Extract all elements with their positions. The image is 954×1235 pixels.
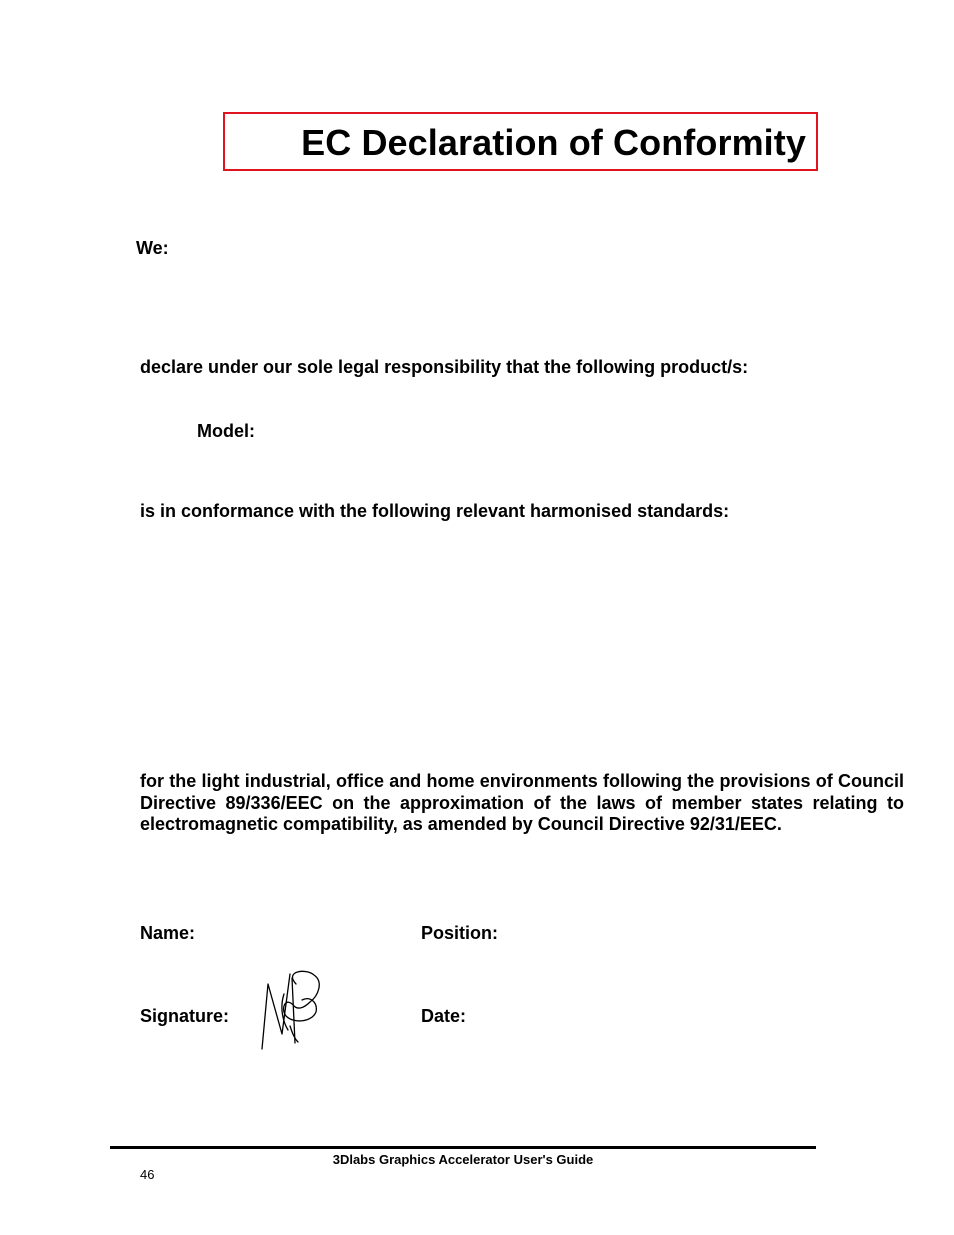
model-label: Model:	[197, 421, 255, 441]
conformance-statement: is in conformance with the following relevant harmonised standards:	[140, 501, 730, 521]
footer-rule	[110, 1146, 816, 1149]
footer-guide-title: 3Dlabs Graphics Accelerator User's Guide	[332, 1152, 594, 1167]
position-label: Position:	[421, 923, 498, 943]
provisions-paragraph: for the light industrial, office and home environments following the provisions of Council Directive 89/336/EEC on the approximation of the laws of member states relating to electromagnetic compatibility, as amended by Council Directive 92/31/EEC.	[140, 771, 904, 835]
declare-statement: declare under our sole legal responsibility that the following product/s:	[140, 357, 749, 377]
title-box	[223, 112, 818, 171]
signature-label: Signature:	[140, 1006, 230, 1026]
signature-icon	[254, 966, 334, 1054]
date-label: Date:	[421, 1006, 467, 1026]
name-label: Name:	[140, 923, 196, 943]
we-label: We:	[136, 238, 169, 258]
page-title: EC Declaration of Conformity	[301, 122, 806, 163]
page-number: 46	[140, 1167, 155, 1182]
